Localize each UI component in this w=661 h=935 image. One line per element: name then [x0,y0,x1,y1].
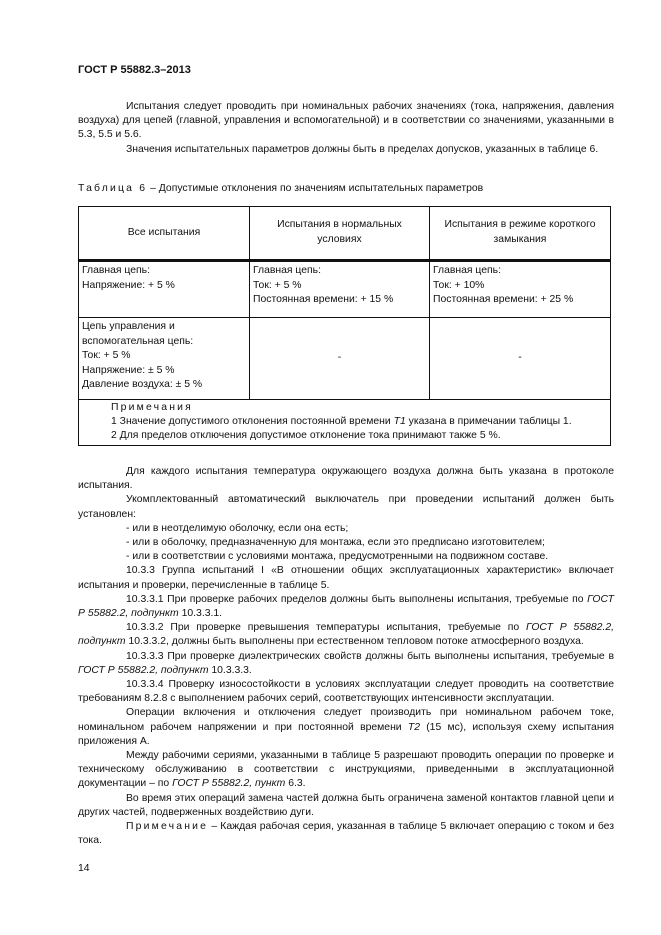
note-label: Примечание [126,821,209,833]
table-header-row [79,207,611,261]
cell-line: Ток: + 5 % [253,279,302,291]
page-number: 14 [78,863,90,874]
cell-line: вспомогательная цепь: [82,335,194,347]
text: Операции включения и отключения следует производить при номинальном рабочем токе, номинальном рабочем напряжении и при постоянной времени [78,707,614,733]
paragraph [78,593,614,621]
text: 10.3.3.2, должны быть выполнены при естественном тепловом потоке атмосферного воздуха. [125,636,584,648]
cell-line: Главная цепь: [82,265,150,276]
note-text: – Каждая рабочая серия, указанная в таблице 5 включает операцию с током и без тока. [78,821,614,847]
column-header: Все испытания [79,207,250,261]
reference: ГОСТ Р 55882.2, подпункт [78,664,209,676]
tolerance-table [78,206,611,446]
column-header: Испытания в нормальных условиях [250,207,430,261]
intro-section [78,100,614,157]
text: 10.3.3.1. [178,608,223,620]
cell-line: Напряжение: ± 5 % [82,364,175,376]
reference: ГОСТ Р 55882.2, подпункт [78,593,614,620]
table-row [79,318,611,400]
note [78,820,614,848]
text: 10.3.3.3 При проверке диэлектрических свойств должны быть выполнены испытания, требуемые в [126,650,614,662]
table-row [79,261,611,318]
text: 10.3.3.2 При проверке превышения температуры испытания, требуемые по [126,622,527,634]
note-text: 1 Значение допустимого отклонения постоянной времени [111,416,394,427]
paragraph [78,621,614,649]
list-item: - или в оболочку, предназначенную для монтажа, если это предписано изготовителем; [126,537,545,549]
table-cell [79,261,250,318]
text: Между рабочими сериями, указанными в таблице 5 разрешают проводить операции по проверке и техническому обслуживанию в соответствии с инструкциями, приведенными в эксплуатационной документации – по [78,750,614,790]
paragraph: Испытания следует проводить при номинальных рабочих значениях (тока, напряжения, давления воздуха) для цепей (главной, управления и вспомогательной) и в соответствии со значениями, указанными в 5.3, 5.5 и 5.6. [78,101,614,141]
cell-line: Главная цепь: [433,265,501,276]
cell-line: Цепь управления и [82,321,175,332]
symbol: T2 [407,721,420,733]
list-item: - или в соответствии с условиями монтажа, предусмотренными на подвижном составе. [126,551,549,563]
table-caption [78,182,614,196]
cell-line: Ток: + 10% [433,279,485,291]
paragraph [78,706,614,749]
cell-line: Напряжение: + 5 % [82,279,175,291]
paragraph: Значения испытательных параметров должны быть в пределах допусков, указанных в таблице 6. [126,143,599,155]
document-header: ГОСТ Р 55882.3–2013 [78,64,191,76]
column-header: Испытания в режиме короткого замыкания [430,207,611,261]
paragraph [78,650,614,678]
paragraph [78,749,614,792]
table-cell [430,261,611,318]
table-caption-text: – Допустимые отклонения по значениям испытательных параметров [147,183,484,194]
text: 6.3. [285,778,306,790]
text: 10.3.3.3. [208,664,252,676]
cell-line: Главная цепь: [253,265,321,276]
cell-line: Давление воздуха: ± 5 % [82,379,203,391]
paragraph: 10.3.3.4 Проверку износостойкости в условиях эксплуатации следует проводить на соответствие требованиям 8.2.8 с выполнением рабочих серий, соответствующих интенсивности эксплуатации. [78,679,614,705]
paragraph: 10.3.3 Группа испытаний I «В отношении общих эксплуатационных характеристик» включает испытания и проверки, перечисленные в таблице 5. [78,565,614,591]
note-1 [83,415,606,429]
paragraph: Во время этих операций замена частей должна быть ограничена заменой контактов главной цепи и других частей, подверженных воздействию дуги. [78,792,614,818]
note-text: указана в примечании таблицы 1. [405,416,572,427]
reference: ГОСТ Р 55882.2, пункт [172,778,286,790]
table-cell: - [250,318,430,400]
paragraph: Укомплектованный автоматический выключатель при проведении испытаний должен быть установлен: [78,494,614,520]
table-cell: - [430,318,611,400]
cell-line: Постоянная времени: + 15 % [253,294,394,306]
cell-line: Ток: + 5 % [82,350,131,362]
table-caption-label: Таблица 6 [78,183,148,194]
table-notes [79,400,611,446]
body-section [78,465,614,848]
notes-title: Примечания [111,402,193,413]
note-italic: T1 [393,416,406,427]
table-cell [250,261,430,318]
reference: ГОСТ Р 55882.2, подпункт [78,622,615,648]
paragraph: Для каждого испытания температура окружающего воздуха должна быть указана в протоколе испытания. [78,466,614,492]
table-notes-row [79,400,611,446]
cell-line: Постоянная времени: + 25 % [433,294,574,306]
text: 10.3.3.1 При проверке рабочих пределов должны быть выполнены испытания, требуемые по [126,593,588,605]
table-cell [79,318,250,400]
note-2: 2 Для пределов отключения допустимое отклонение тока принимают также 5 %. [111,430,501,441]
list-item: - или в неотделимую оболочку, если она есть; [126,522,349,534]
text: (15 мс), используя схему испытания приложения А. [78,721,614,747]
